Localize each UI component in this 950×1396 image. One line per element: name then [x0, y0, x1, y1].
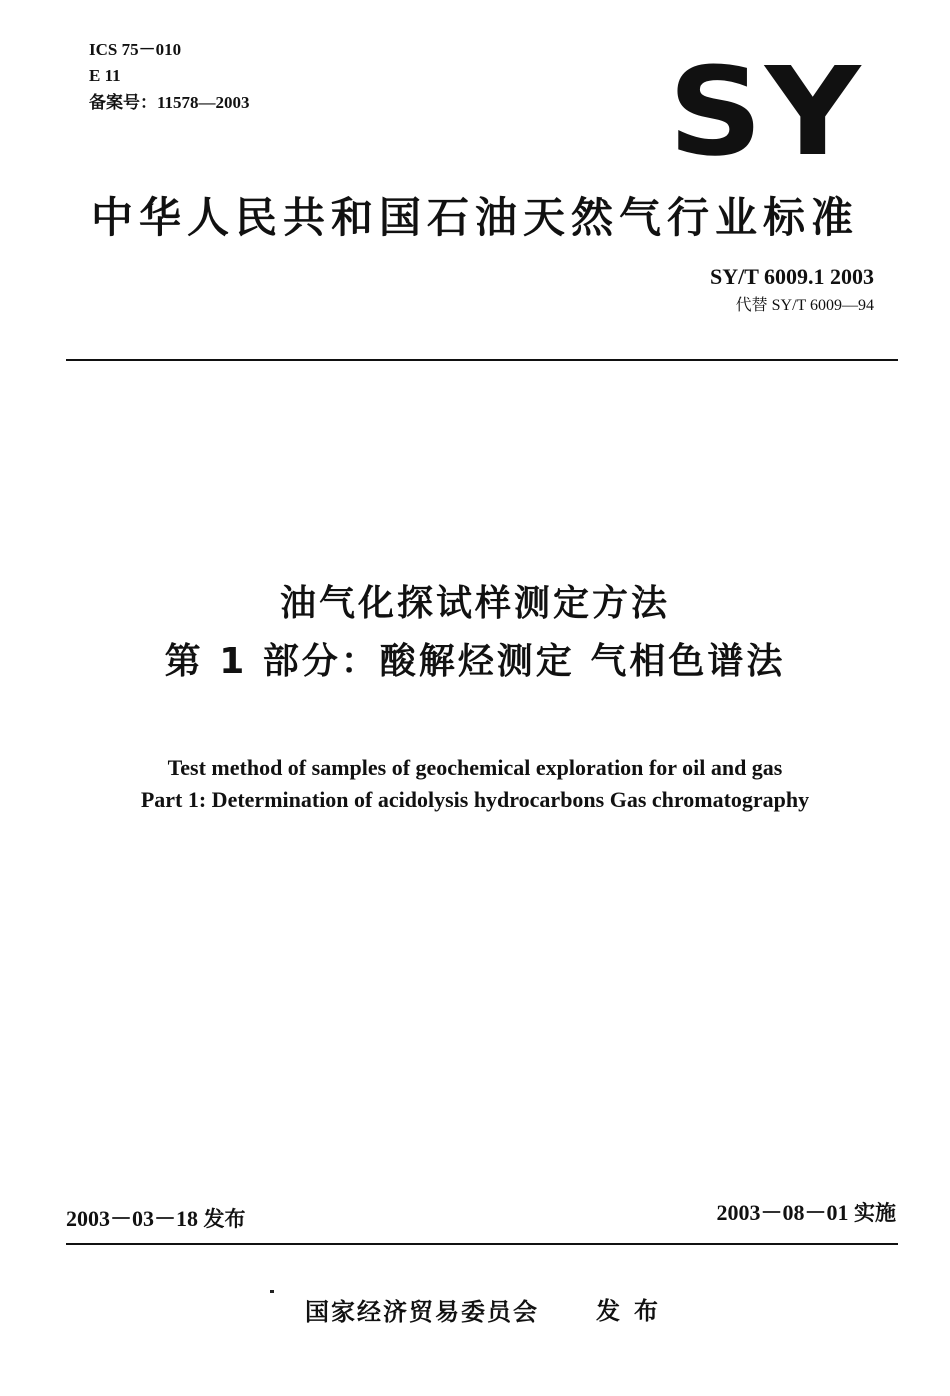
classification-code: E 11 — [89, 66, 121, 85]
document-title-cn-line2: 第 1 部分：酸解烃测定 气相色谱法 — [164, 641, 786, 682]
sy-logo: SY — [668, 41, 863, 183]
print-speck — [270, 1290, 274, 1293]
publisher-action: 发布 — [596, 1297, 672, 1325]
replaces-standard: 代替 SY/T 6009—94 — [735, 297, 874, 314]
effective-label: 实施 — [854, 1201, 896, 1225]
document-title-cn-line1: 油气化探试样测定方法 — [279, 583, 670, 624]
standard-category-title: 中华人民共和国石油天然气行业标准 — [90, 193, 859, 242]
issue-date-block — [66, 1204, 246, 1234]
bottom-divider — [66, 1243, 898, 1245]
issue-label: 发布 — [203, 1207, 246, 1231]
document-title-en-line2: Part 1: Determination of acidolysis hydrocarbons Gas chromatography — [140, 787, 810, 812]
top-divider — [66, 359, 898, 361]
filing-number: 备案号：11578—2003 — [89, 93, 250, 112]
document-title-en-line1: Test method of samples of geochemical exploration for oil and gas — [167, 755, 783, 780]
standard-number: SY/T 6009.1 2003 — [709, 264, 874, 289]
publisher-name: 国家经济贸易委员会 — [305, 1298, 539, 1326]
effective-date-block — [716, 1198, 896, 1228]
issue-date: 2003－03－18 — [66, 1206, 199, 1231]
effective-date: 2003－08－01 — [716, 1200, 849, 1225]
ics-code: ICS 75－010 — [89, 40, 182, 59]
